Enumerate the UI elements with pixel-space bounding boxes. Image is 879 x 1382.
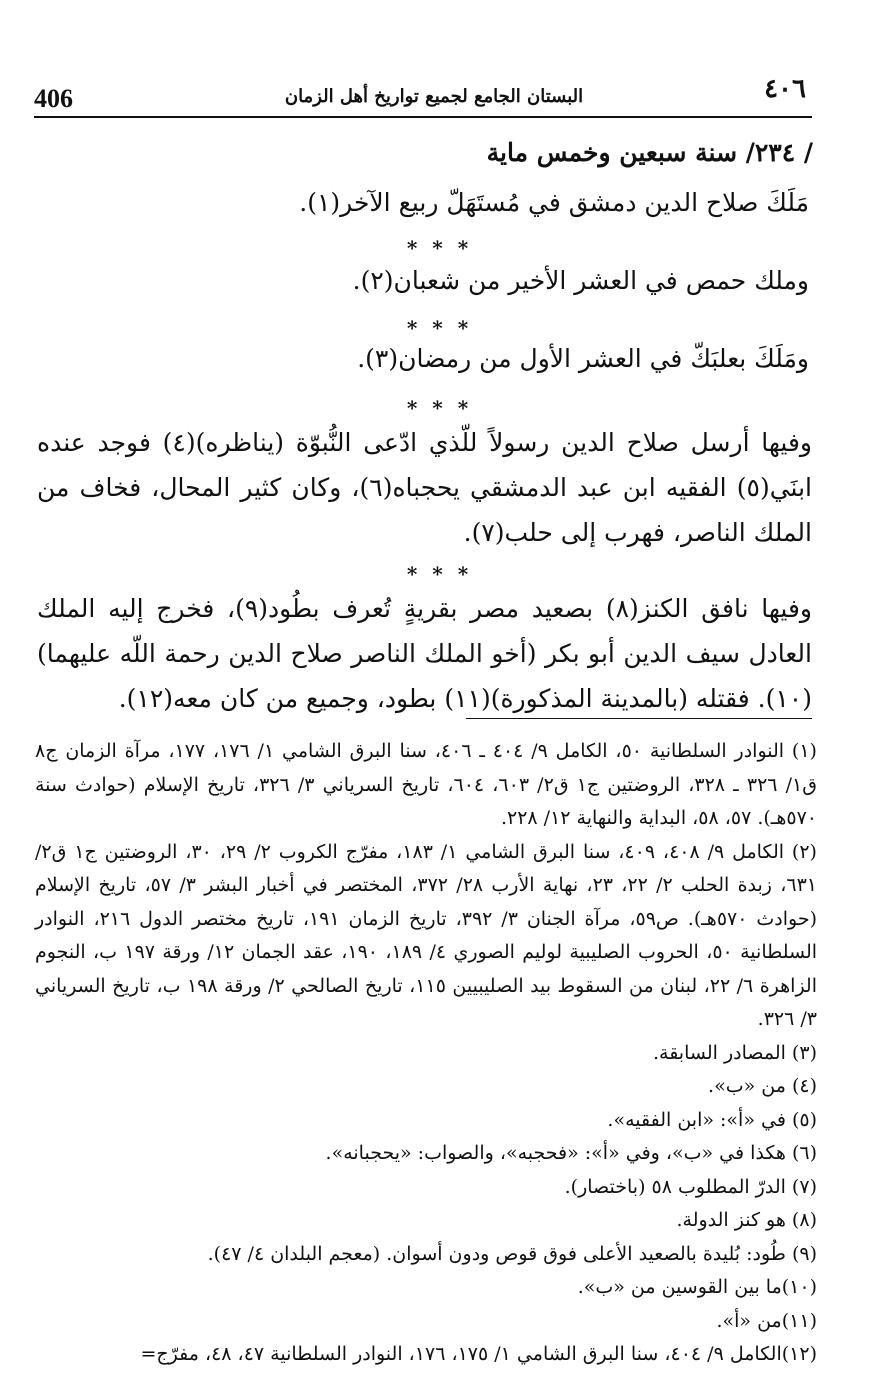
page-number-arabic: ٤٠٦ xyxy=(764,74,806,104)
footnote-9: (٩) طُود: بُليدة بالصعيد الأعلى فوق قوص ودون أسوان. (معجم البلدان ٤/ ٤٧). xyxy=(207,1242,817,1265)
entry-damascus: مَلَكَ صلاح الدين دمشق في مُستَهَلّ ربيع الآخر(١). xyxy=(299,188,809,217)
running-title: البستان الجامع لجميع تواريخ أهل الزمان xyxy=(284,86,584,107)
separator-3: * * * xyxy=(406,396,473,420)
separator-1: * * * xyxy=(406,236,473,260)
footnote-12: (١٢)الكامل ٩/ ٤٠٤، سنا البرق الشامي ١/ ١٧٥، ١٧٦، النوادر السلطانية ٤٧، ٤٨، مفرّج= xyxy=(140,1343,817,1365)
footnote-6: (٦) هكذا في «ب»، وفي «أ»: «فحجبه»، والصواب: «يحجبانه». xyxy=(325,1142,817,1164)
paragraph-prophet-claimant: وفيها أرسل صلاح الدين رسولاً للّذي ادّعى النُّبوّة (يناظره)(٤) فوجد عنده ابنَي(٥) الفقيه ابن عبد الدمشقي يحجباه(٦)، وكان كثير المحال، فخاف من الملك الناصر، فهرب إلى حلب(٧). xyxy=(37,428,812,547)
footnote-rule xyxy=(466,718,812,719)
header-rule xyxy=(34,116,812,118)
page-number-latin: 406 xyxy=(34,84,73,113)
footnote-5: (٥) في «أ»: «ابن الفقيه». xyxy=(607,1108,817,1131)
footnote-10: (١٠)ما بين القوسين من «ب». xyxy=(577,1276,817,1298)
paragraph-kanz-revolt: وفيها نافق الكنز(٨) بصعيد مصر بقريةٍ تُعرف بطُود(٩)، فخرج إليه الملك العادل سيف الدين أبو بكر (أخو الملك الناصر صلاح الدين رحمة اللّه عليهما)(١٠). فقتله (بالمدينة المذكورة)(١١) بطود، وجميع من كان معه(١٢). xyxy=(37,594,812,713)
footnote-11: (١١)من «أ». xyxy=(716,1309,817,1332)
footnote-2: (٢) الكامل ٩/ ٤٠٨، ٤٠٩، سنا البرق الشامي ١/ ١٨٣، مفرّج الكروب ٢/ ٢٩، ٣٠، الروضتين ج١ ق٢/ ٦٣١، زبدة الحلب ٢/ ٢٢، ٢٣، نهاية الأرب ٢٨/ ٣٧٢، المختصر في أخبار البشر ٣/ ٥٧، تاريخ الإسلام (حوادث ٥٧٠هـ). ص٥٩، مرآة الجنان ٣/ ٣٩٢، تاريخ الزمان ١٩١، تاريخ مختصر الدول ٢١٦، النوادر السلطانية ٥٠، الحروب الصليبية لوليم الصوري ٤/ ١٨٩، ١٩٠، عقد الجمان ١٢/ ورقة ١٩٧ ب، النجوم الزاهرة ٦/ ٢٢، لبنان من السقوط بيد الصليبيين ١١٥، تاريخ الصالحي ٢/ ورقة ١٩٨ ب، تاريخ السرياني ٣/ ٣٢٦. xyxy=(35,840,818,1030)
year-heading: / ٢٣٤/ سنة سبعين وخمس ماية xyxy=(486,138,813,167)
entry-baalbek: ومَلَكَ بعلبَكّ في العشر الأول من رمضان(٣). xyxy=(357,344,809,373)
footnote-3: (٣) المصادر السابقة. xyxy=(652,1041,817,1064)
footnote-8: (٨) هو كنز الدولة. xyxy=(676,1209,817,1231)
footnotes xyxy=(35,735,817,1372)
entry-homs: وملك حمص في العشر الأخير من شعبان(٢). xyxy=(352,266,809,295)
footnote-1: (١) النوادر السلطانية ٥٠، الكامل ٩/ ٤٠٤ ـ ٤٠٦، سنا البرق الشامي ١/ ١٧٦، ١٧٧، مرآة الزمان ج٨ ق١/ ٣٢٦ ـ ٣٢٨، الروضتين ج١ ق٢/ ٦٠٣، ٦٠٤، تاريخ السرياني ٣/ ٣٢٦، تاريخ الإسلام (حوادث سنة ٥٧٠هـ). ٥٧، ٥٨، البداية والنهاية ١٢/ ٢٢٨. xyxy=(35,740,817,829)
page-header xyxy=(34,74,812,118)
separator-2: * * * xyxy=(406,316,473,340)
separator-4: * * * xyxy=(406,562,473,586)
footnote-7: (٧) الدرّ المطلوب ٥٨ (باختصار). xyxy=(564,1175,817,1198)
footnote-4: (٤) من «ب». xyxy=(708,1075,817,1097)
